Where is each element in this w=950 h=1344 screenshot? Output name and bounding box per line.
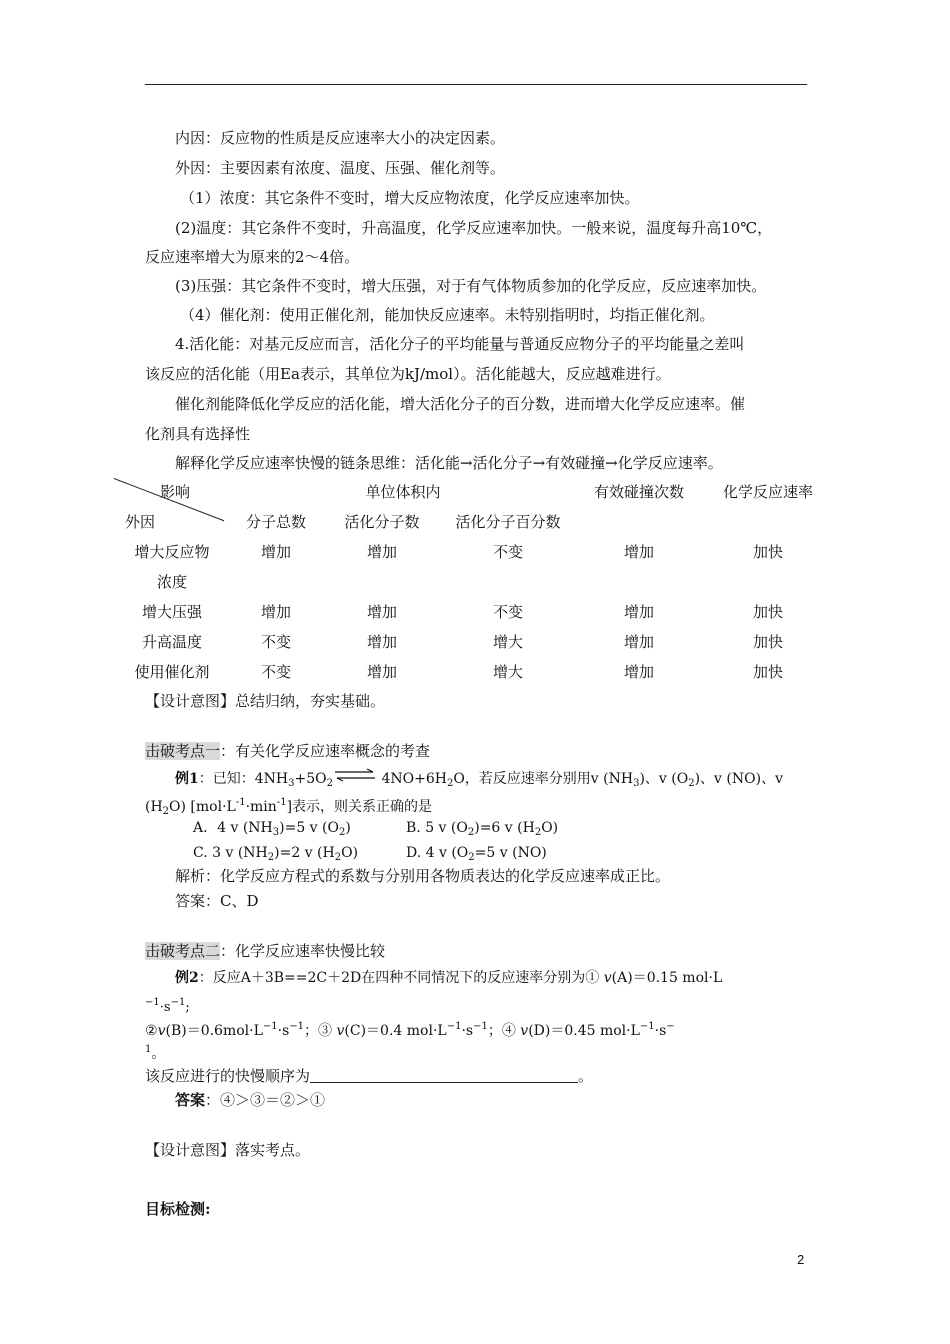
point2-answer xyxy=(175,1090,325,1110)
example2-line1: 例2：反应A＋3B==2C＋2D在四种不同情况下的反应速率分别为① v(A)＝0.15 mol·L xyxy=(175,970,723,986)
table-cell: 增加 xyxy=(366,543,398,561)
table-corner-bottom: 外因 xyxy=(124,513,156,531)
superscript: -1 xyxy=(276,797,287,808)
paragraph-activation-energy: 4.活化能：对基元反应而言，活化分子的平均能量与普通反应物分子的平均能量之差叫 xyxy=(175,335,745,353)
table-subheader: 分子总数 xyxy=(245,513,307,531)
option-a-text: A．4 v (NH xyxy=(193,820,273,836)
table-cell: 增加 xyxy=(623,603,655,621)
point2-heading xyxy=(145,941,385,961)
table-cell: 增加 xyxy=(260,543,292,561)
point2-title: ：化学反应速率快慢比较 xyxy=(220,942,386,960)
design-intent-1: 【设计意图】总结归纳，夯实基础。 xyxy=(145,692,386,710)
answer-blank[interactable] xyxy=(310,1066,578,1083)
option-c-text: C. 3 v (NH xyxy=(193,845,268,861)
point1-example: 例1：已知：$4NH_3+5O_2$ $4NO+6H_2O$，若反应速率分别用v $(NH_3)$、v $(O_2)$、v (NO)、v xyxy=(175,768,783,794)
point1-analysis: 解析：化学反应方程式的系数与分别用各物质表达的化学反应速率成正比。 xyxy=(175,867,671,885)
table-row-factor: 升高温度 xyxy=(141,633,203,651)
subscript: 3 xyxy=(272,827,280,838)
table-corner-top: 影响 xyxy=(159,483,191,501)
table-cell: 增加 xyxy=(623,543,655,561)
example2-text: ：反应A＋3B==2C＋2D在四种不同情况下的反应速率分别为① xyxy=(198,970,600,986)
point1-example-cont: $(H_2O)$ $[mol\cdot L^{-1}\cdot\min^{-1}]$表示，则关系正确的是 xyxy=(145,797,433,817)
subscript: 2 xyxy=(468,852,475,863)
option-b-text: B. 5 v (O xyxy=(406,820,468,836)
table-cell: 增大 xyxy=(492,633,524,651)
subscript: 2 xyxy=(534,827,542,838)
table-cell: 增大 xyxy=(492,663,524,681)
subscript: 2 xyxy=(162,806,170,817)
page-number: 2 xyxy=(797,1252,805,1267)
question-text: 该反应进行的快慢顺序为 xyxy=(145,1067,311,1085)
example2-line2: $^{-1}\cdot s^{-1}$; xyxy=(145,997,190,1015)
table-cell: 加快 xyxy=(752,603,784,621)
header-rule xyxy=(145,84,807,85)
paragraph-pressure: (3)压强：其它条件不变时，增大压强，对于有气体物质参加的化学反应，反应速率加快。 xyxy=(175,277,767,295)
table-cell: 加快 xyxy=(752,633,784,651)
point1-answer: 答案：C、D xyxy=(175,892,259,910)
subscript: 2 xyxy=(267,852,275,863)
table-header-reaction-rate: 化学反应速率 xyxy=(722,483,814,501)
paragraph-internal-cause: 内因：反应物的性质是反应速率大小的决定因素。 xyxy=(175,129,506,147)
paragraph-temperature: (2)温度：其它条件不变时，升高温度，化学反应速率加快。一般来说，温度每升高10℃， xyxy=(175,219,773,237)
example1-text: ：已知：4NH xyxy=(198,771,289,787)
table-cell: 不变 xyxy=(492,603,524,621)
subscript: 2 xyxy=(446,778,454,789)
example2-question: 该反应进行的快慢顺序为 。 xyxy=(145,1067,594,1085)
option-c: C. 3 v $(NH_2)=2$ v $(H_2O)$ xyxy=(193,845,359,863)
point1-title: ：有关化学反应速率概念的考查 xyxy=(220,742,431,760)
answer-label: 答案 xyxy=(175,1091,206,1109)
example2-line3: $②v(B)=0.6mol\cdot L^{-1}\cdot s^{-1}$；③ v(C)＝0.4 $mol\cdot L^{-1}\cdot s^{-1}$；④ v(D)＝0.45 $mol\cdot L^{-1}\cdot s^-$ xyxy=(145,1021,675,1039)
design-intent-2: 【设计意图】落实考点。 xyxy=(145,1141,311,1159)
table-cell: 增加 xyxy=(366,603,398,621)
table-cell: 不变 xyxy=(260,633,292,651)
option-d: D. 4 v ($O_2=5$ v (NO) xyxy=(406,845,547,863)
table-cell: 不变 xyxy=(492,543,524,561)
answer-text: ：④＞③＝②＞① xyxy=(205,1091,326,1109)
option-a: A．4 v $(NH_3)=5$ v $(O_2)$ xyxy=(193,820,351,838)
paragraph-concentration: （1）浓度：其它条件不变时，增大反应物浓度，化学反应速率加快。 xyxy=(180,189,640,207)
table-cell: 增加 xyxy=(623,633,655,651)
subscript: 2 xyxy=(467,827,475,838)
equilibrium-arrow-icon xyxy=(333,768,377,782)
table-row-factor: 增大反应物 xyxy=(134,543,210,561)
subscript: 2 xyxy=(334,852,342,863)
example2-label: 例2 xyxy=(175,970,199,986)
paragraph-catalyst: （4）催化剂：使用正催化剂，能加快反应速率。未特别指明时，均指正催化剂。 xyxy=(180,306,715,324)
table-cell: 加快 xyxy=(752,543,784,561)
target-test-heading: 目标检测: xyxy=(145,1200,211,1218)
paragraph-catalyst-effect: 催化剂能降低化学反应的活化能，增大活化分子的百分数，进而增大化学反应速率。催 xyxy=(175,395,746,413)
subscript: 2 xyxy=(338,827,346,838)
table-cell: 加快 xyxy=(752,663,784,681)
paragraph-temperature-cont: 反应速率增大为原来的2～4倍。 xyxy=(145,248,360,266)
point1-heading xyxy=(145,741,430,761)
subscript: 2 xyxy=(326,778,333,789)
table-header-effective-collisions: 有效碰撞次数 xyxy=(593,483,685,501)
table-cell: 增加 xyxy=(623,663,655,681)
subscript: 3 xyxy=(633,778,640,789)
paragraph-external-cause: 外因：主要因素有浓度、温度、压强、催化剂等。 xyxy=(175,159,506,177)
table-group-header: 单位体积内 xyxy=(365,483,441,501)
option-b: B. 5 v $(O_2)=6$ v $(H_2O)$ xyxy=(406,820,559,838)
point2-label: 击破考点二 xyxy=(145,942,221,960)
subscript: 3 xyxy=(288,778,295,789)
example2-line4: $^1$。 xyxy=(145,1044,166,1062)
table-row-factor: 使用催化剂 xyxy=(134,663,210,681)
paragraph-chain-thinking: 解释化学反应速率快慢的链条思维：活化能→活化分子→有效碰撞→化学反应速率。 xyxy=(175,454,723,472)
table-subheader: 活化分子数 xyxy=(344,513,420,531)
table-cell: 增加 xyxy=(366,663,398,681)
option-d-text: D. 4 v (O xyxy=(406,845,469,861)
table-cell: 增加 xyxy=(366,633,398,651)
table-row-factor-cont: 浓度 xyxy=(156,573,188,591)
table-cell: 不变 xyxy=(260,663,292,681)
subscript: 2 xyxy=(688,778,695,789)
superscript: -1 xyxy=(235,797,246,808)
paragraph-activation-energy-cont: 该反应的活化能（用Ea表示，其单位为kJ/mol）。活化能越大，反应越难进行。 xyxy=(145,365,671,383)
example1-label: 例1 xyxy=(175,771,199,787)
table-subheader: 活化分子百分数 xyxy=(455,513,561,531)
paragraph-catalyst-effect-cont: 化剂具有选择性 xyxy=(145,425,251,443)
point1-label: 击破考点一 xyxy=(145,742,221,760)
table-cell: 增加 xyxy=(260,603,292,621)
table-row-factor: 增大压强 xyxy=(141,603,203,621)
